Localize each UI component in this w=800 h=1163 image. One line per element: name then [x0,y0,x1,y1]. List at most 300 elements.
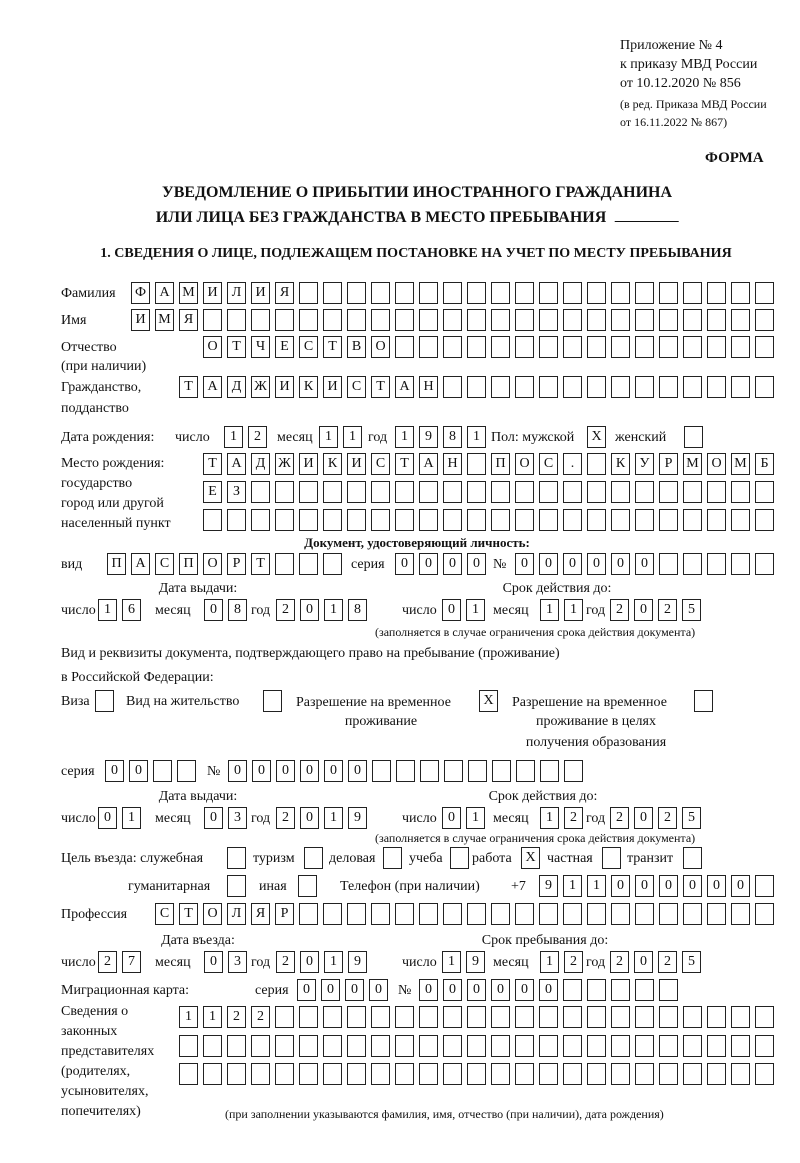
char-box[interactable]: Д [227,376,246,398]
char-box[interactable] [587,282,606,304]
char-box[interactable]: А [155,282,174,304]
char-box[interactable] [563,481,582,503]
char-box[interactable] [707,309,726,331]
char-box[interactable] [683,336,702,358]
char-box[interactable]: 0 [539,553,558,575]
id-kind-boxes[interactable] [107,553,342,575]
purpose-tourism-checkbox[interactable] [304,847,323,869]
char-box[interactable] [683,309,702,331]
char-box[interactable]: 0 [443,553,462,575]
char-box[interactable] [395,509,414,531]
char-box[interactable]: Т [371,376,390,398]
char-box[interactable] [323,282,342,304]
char-box[interactable] [611,1063,630,1085]
char-box[interactable] [635,309,654,331]
right-valid-day-boxes[interactable] [442,807,485,829]
char-box[interactable] [611,979,630,1001]
char-box[interactable]: К [299,376,318,398]
char-box[interactable] [587,1006,606,1028]
char-box[interactable] [563,336,582,358]
char-box[interactable] [371,282,390,304]
sex-female-checkbox[interactable] [684,426,703,448]
birth-month-boxes[interactable] [319,426,362,448]
char-box[interactable] [275,1006,294,1028]
char-box[interactable] [611,282,630,304]
char-box[interactable]: М [683,453,702,475]
char-box[interactable] [539,1035,558,1057]
char-box[interactable] [587,903,606,925]
char-box[interactable] [299,1006,318,1028]
char-box[interactable] [539,1006,558,1028]
char-box[interactable]: 0 [611,875,630,897]
char-box[interactable]: . [563,453,582,475]
char-box[interactable]: С [155,903,174,925]
char-box[interactable] [227,1063,246,1085]
char-box[interactable]: Д [251,453,270,475]
char-box[interactable] [659,1035,678,1057]
char-box[interactable]: И [131,309,150,331]
char-box[interactable]: 2 [658,599,677,621]
char-box[interactable] [515,903,534,925]
char-box[interactable]: 2 [564,807,583,829]
char-box[interactable] [707,553,726,575]
char-box[interactable] [299,553,318,575]
char-box[interactable]: 1 [540,599,559,621]
id-valid-year-boxes[interactable] [610,599,701,621]
char-box[interactable]: 2 [227,1006,246,1028]
char-box[interactable] [755,309,774,331]
char-box[interactable]: 0 [395,553,414,575]
char-box[interactable] [323,309,342,331]
char-box[interactable] [491,903,510,925]
checkbox-cell[interactable] [227,875,246,897]
char-box[interactable] [179,1035,198,1057]
char-box[interactable]: Т [323,336,342,358]
char-box[interactable]: 0 [563,553,582,575]
char-box[interactable] [731,903,750,925]
char-box[interactable]: Т [251,553,270,575]
char-box[interactable] [468,760,487,782]
checkbox-cell[interactable]: X [587,426,606,448]
char-box[interactable]: В [347,336,366,358]
char-box[interactable]: Т [179,903,198,925]
checkbox-cell[interactable]: X [479,690,498,712]
purpose-work-checkbox[interactable] [521,847,540,869]
char-box[interactable]: С [347,376,366,398]
char-box[interactable]: З [227,481,246,503]
char-box[interactable] [707,1063,726,1085]
char-box[interactable]: Ч [251,336,270,358]
char-box[interactable] [323,1063,342,1085]
mc-number-boxes[interactable] [419,979,678,1001]
char-box[interactable] [299,282,318,304]
char-box[interactable] [587,336,606,358]
char-box[interactable] [731,481,750,503]
char-box[interactable] [443,336,462,358]
title-blank-line[interactable] [614,207,678,222]
char-box[interactable] [419,481,438,503]
char-box[interactable]: Я [251,903,270,925]
char-box[interactable]: Т [179,376,198,398]
char-box[interactable]: С [299,336,318,358]
char-box[interactable]: 0 [419,979,438,1001]
temp-edu-checkbox[interactable] [694,690,713,712]
char-box[interactable] [299,1063,318,1085]
char-box[interactable] [371,481,390,503]
profession-boxes[interactable] [155,903,774,925]
char-box[interactable] [539,903,558,925]
char-box[interactable] [731,376,750,398]
char-box[interactable] [371,1035,390,1057]
char-box[interactable] [683,509,702,531]
char-box[interactable] [299,481,318,503]
char-box[interactable] [177,760,196,782]
char-box[interactable]: 0 [611,553,630,575]
char-box[interactable] [755,903,774,925]
char-box[interactable] [755,376,774,398]
char-box[interactable]: 1 [564,599,583,621]
char-box[interactable]: 0 [204,599,223,621]
char-box[interactable] [323,1006,342,1028]
char-box[interactable] [371,509,390,531]
checkbox-cell[interactable] [304,847,323,869]
char-box[interactable]: 0 [587,553,606,575]
char-box[interactable] [539,336,558,358]
char-box[interactable] [467,481,486,503]
char-box[interactable] [491,1035,510,1057]
char-box[interactable]: П [491,453,510,475]
purpose-humanitarian-checkbox[interactable] [227,875,246,897]
char-box[interactable] [347,509,366,531]
char-box[interactable]: Я [179,309,198,331]
char-box[interactable] [563,1035,582,1057]
char-box[interactable]: 0 [300,951,319,973]
char-box[interactable]: 0 [252,760,271,782]
char-box[interactable] [611,336,630,358]
char-box[interactable] [323,1035,342,1057]
char-box[interactable]: 0 [539,979,558,1001]
char-box[interactable] [467,1063,486,1085]
char-box[interactable] [491,481,510,503]
char-box[interactable] [635,1006,654,1028]
char-box[interactable]: 8 [443,426,462,448]
char-box[interactable] [491,1063,510,1085]
char-box[interactable] [419,1063,438,1085]
char-box[interactable]: 2 [658,807,677,829]
char-box[interactable]: 1 [563,875,582,897]
char-box[interactable] [731,336,750,358]
char-box[interactable] [419,336,438,358]
purpose-official-checkbox[interactable] [227,847,246,869]
surname-boxes[interactable] [131,282,774,304]
char-box[interactable] [707,1035,726,1057]
char-box[interactable] [467,309,486,331]
char-box[interactable]: Ф [131,282,150,304]
char-box[interactable] [515,481,534,503]
char-box[interactable]: 9 [348,807,367,829]
char-box[interactable] [203,1063,222,1085]
char-box[interactable]: 5 [682,599,701,621]
char-box[interactable]: 1 [122,807,141,829]
char-box[interactable]: 7 [122,951,141,973]
char-box[interactable] [659,282,678,304]
char-box[interactable]: 2 [610,807,629,829]
char-box[interactable]: 8 [228,599,247,621]
char-box[interactable] [587,1063,606,1085]
char-box[interactable]: 2 [276,951,295,973]
char-box[interactable] [347,1063,366,1085]
char-box[interactable] [515,309,534,331]
char-box[interactable] [659,1063,678,1085]
char-box[interactable]: 0 [442,807,461,829]
char-box[interactable] [659,481,678,503]
char-box[interactable] [444,760,463,782]
char-box[interactable]: Т [227,336,246,358]
char-box[interactable] [563,376,582,398]
char-box[interactable]: 0 [635,875,654,897]
char-box[interactable] [299,509,318,531]
char-box[interactable] [275,553,294,575]
char-box[interactable]: Р [275,903,294,925]
char-box[interactable] [443,1035,462,1057]
char-box[interactable] [395,1035,414,1057]
char-box[interactable]: 1 [442,951,461,973]
char-box[interactable] [347,1006,366,1028]
checkbox-cell[interactable] [227,847,246,869]
char-box[interactable]: 0 [634,951,653,973]
char-box[interactable]: 0 [442,599,461,621]
char-box[interactable] [395,481,414,503]
char-box[interactable]: 0 [515,553,534,575]
char-box[interactable]: 0 [300,807,319,829]
char-box[interactable] [611,509,630,531]
char-box[interactable]: Ж [275,453,294,475]
name-boxes[interactable] [131,309,774,331]
sex-male-checkbox[interactable] [587,426,606,448]
char-box[interactable]: 0 [204,951,223,973]
char-box[interactable] [275,309,294,331]
right-series-boxes[interactable] [105,760,196,782]
char-box[interactable] [731,509,750,531]
char-box[interactable] [491,336,510,358]
char-box[interactable]: 0 [348,760,367,782]
char-box[interactable]: 1 [395,426,414,448]
right-issue-month-boxes[interactable] [204,807,247,829]
char-box[interactable] [443,903,462,925]
birth-place-row-2[interactable] [203,481,774,503]
char-box[interactable] [443,481,462,503]
checkbox-cell[interactable]: X [521,847,540,869]
char-box[interactable]: 1 [343,426,362,448]
char-box[interactable] [203,509,222,531]
char-box[interactable] [467,1035,486,1057]
char-box[interactable] [611,481,630,503]
char-box[interactable] [371,1063,390,1085]
char-box[interactable] [587,481,606,503]
char-box[interactable] [467,376,486,398]
char-box[interactable]: А [227,453,246,475]
char-box[interactable] [443,1006,462,1028]
char-box[interactable] [731,1006,750,1028]
char-box[interactable] [611,376,630,398]
char-box[interactable]: И [299,453,318,475]
purpose-business-checkbox[interactable] [383,847,402,869]
char-box[interactable] [371,309,390,331]
char-box[interactable] [683,553,702,575]
entry-year-boxes[interactable] [276,951,367,973]
char-box[interactable] [659,509,678,531]
char-box[interactable] [755,481,774,503]
char-box[interactable]: 2 [610,951,629,973]
char-box[interactable]: 0 [297,979,316,1001]
char-box[interactable]: 1 [540,807,559,829]
char-box[interactable]: Н [419,376,438,398]
char-box[interactable] [563,1006,582,1028]
char-box[interactable] [515,1035,534,1057]
char-box[interactable]: 1 [179,1006,198,1028]
char-box[interactable] [659,553,678,575]
char-box[interactable] [227,309,246,331]
char-box[interactable] [659,903,678,925]
char-box[interactable] [683,1035,702,1057]
char-box[interactable] [563,509,582,531]
char-box[interactable]: С [371,453,390,475]
char-box[interactable]: 8 [348,599,367,621]
entry-day-boxes[interactable] [98,951,141,973]
char-box[interactable] [443,309,462,331]
right-issue-year-boxes[interactable] [276,807,367,829]
char-box[interactable]: 0 [345,979,364,1001]
char-box[interactable]: А [395,376,414,398]
char-box[interactable] [467,453,486,475]
char-box[interactable] [683,1006,702,1028]
char-box[interactable] [563,309,582,331]
char-box[interactable]: Р [227,553,246,575]
visa-checkbox[interactable] [95,690,114,712]
char-box[interactable]: 6 [122,599,141,621]
char-box[interactable]: 0 [659,875,678,897]
char-box[interactable]: 5 [682,951,701,973]
checkbox-cell[interactable] [95,690,114,712]
char-box[interactable]: П [107,553,126,575]
char-box[interactable] [707,376,726,398]
checkbox-cell[interactable] [602,847,621,869]
char-box[interactable] [443,376,462,398]
id-series-boxes[interactable] [395,553,486,575]
char-box[interactable] [467,1006,486,1028]
patronymic-boxes[interactable] [203,336,774,358]
char-box[interactable] [515,1006,534,1028]
char-box[interactable] [395,1063,414,1085]
char-box[interactable] [707,336,726,358]
char-box[interactable] [515,509,534,531]
char-box[interactable] [227,509,246,531]
char-box[interactable]: Е [275,336,294,358]
char-box[interactable] [731,553,750,575]
checkbox-cell[interactable] [298,875,317,897]
char-box[interactable] [683,376,702,398]
char-box[interactable] [755,1035,774,1057]
char-box[interactable] [515,376,534,398]
char-box[interactable] [323,553,342,575]
birth-year-boxes[interactable] [395,426,486,448]
char-box[interactable]: И [203,282,222,304]
char-box[interactable] [515,336,534,358]
char-box[interactable] [516,760,535,782]
right-valid-year-boxes[interactable] [610,807,701,829]
char-box[interactable] [563,282,582,304]
id-valid-day-boxes[interactable] [442,599,485,621]
char-box[interactable]: 2 [658,951,677,973]
char-box[interactable]: 2 [564,951,583,973]
purpose-private-checkbox[interactable] [602,847,621,869]
char-box[interactable]: Л [227,903,246,925]
char-box[interactable] [635,376,654,398]
char-box[interactable] [515,282,534,304]
stay-day-boxes[interactable] [442,951,485,973]
char-box[interactable]: 0 [707,875,726,897]
char-box[interactable] [492,760,511,782]
char-box[interactable] [251,481,270,503]
char-box[interactable]: С [155,553,174,575]
char-box[interactable] [419,309,438,331]
char-box[interactable] [539,376,558,398]
char-box[interactable] [275,481,294,503]
char-box[interactable] [491,309,510,331]
char-box[interactable]: М [179,282,198,304]
char-box[interactable] [683,282,702,304]
char-box[interactable]: 0 [105,760,124,782]
char-box[interactable] [347,309,366,331]
birth-day-boxes[interactable] [224,426,267,448]
char-box[interactable]: 1 [466,599,485,621]
char-box[interactable] [731,282,750,304]
checkbox-cell[interactable] [383,847,402,869]
entry-month-boxes[interactable] [204,951,247,973]
char-box[interactable] [491,509,510,531]
char-box[interactable] [540,760,559,782]
char-box[interactable] [659,336,678,358]
char-box[interactable] [299,1035,318,1057]
char-box[interactable]: О [203,336,222,358]
char-box[interactable]: Ж [251,376,270,398]
char-box[interactable] [539,1063,558,1085]
char-box[interactable]: 0 [98,807,117,829]
char-box[interactable]: 0 [276,760,295,782]
char-box[interactable]: 0 [369,979,388,1001]
char-box[interactable]: 0 [321,979,340,1001]
checkbox-cell[interactable] [263,690,282,712]
char-box[interactable]: 1 [540,951,559,973]
char-box[interactable] [587,509,606,531]
char-box[interactable]: 2 [276,807,295,829]
char-box[interactable]: 9 [348,951,367,973]
char-box[interactable]: 0 [731,875,750,897]
char-box[interactable] [491,1006,510,1028]
right-valid-month-boxes[interactable] [540,807,583,829]
char-box[interactable] [396,760,415,782]
char-box[interactable] [443,1063,462,1085]
char-box[interactable]: И [275,376,294,398]
char-box[interactable]: 0 [634,599,653,621]
char-box[interactable]: 9 [419,426,438,448]
char-box[interactable] [635,336,654,358]
char-box[interactable]: 2 [248,426,267,448]
birth-place-row-1[interactable] [203,453,774,475]
char-box[interactable] [395,903,414,925]
char-box[interactable]: Т [203,453,222,475]
char-box[interactable]: 0 [635,553,654,575]
